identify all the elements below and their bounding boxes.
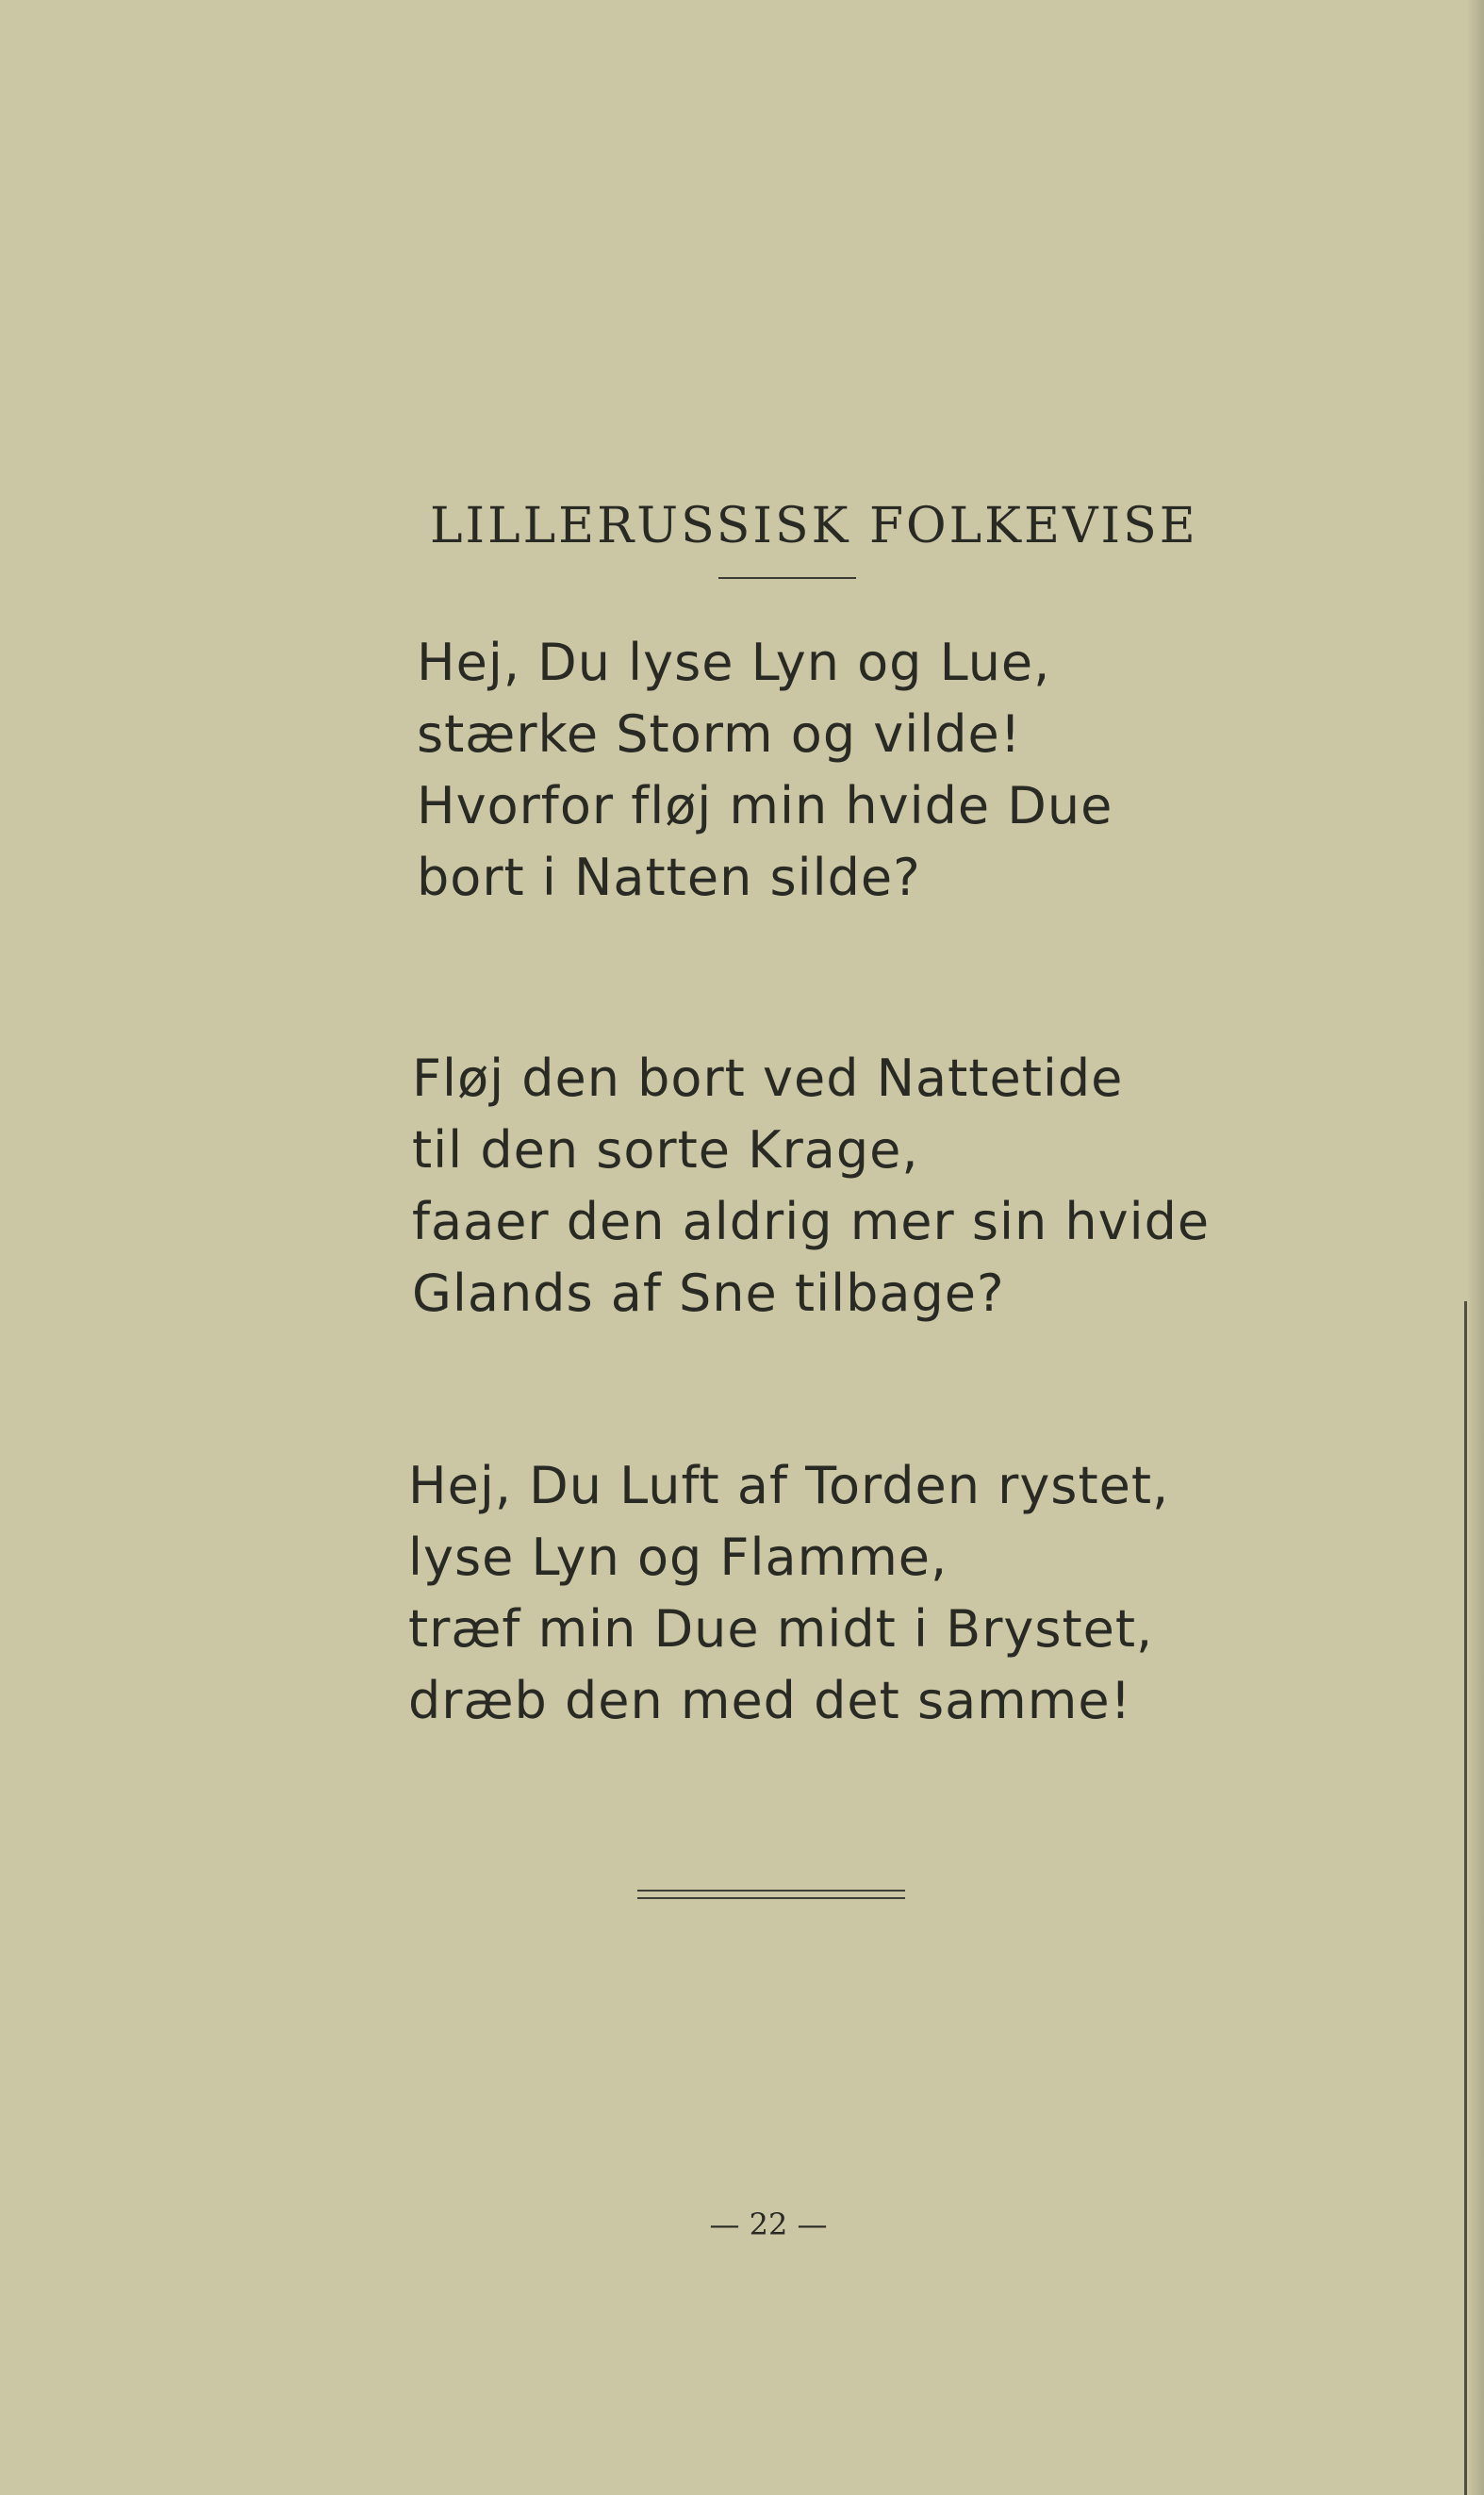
stanza-line: Hvorfor fløj min hvide Due [417, 776, 1113, 835]
stanza-line: dræb den med det samme! [408, 1671, 1132, 1730]
stanza-line: træf min Due midt i Brystet, [408, 1599, 1154, 1659]
title-divider [718, 577, 856, 579]
stanza-line: bort i Natten silde? [417, 848, 921, 907]
end-divider-top [637, 1890, 905, 1892]
stanza-1 [417, 627, 1113, 914]
stanza-line: Glands af Sne tilbage? [412, 1264, 1005, 1323]
end-divider-bottom [637, 1897, 905, 1899]
stanza-line: Fløj den bort ved Nattetide [412, 1049, 1124, 1108]
stanza-line: til den sorte Krage, [412, 1120, 919, 1180]
stanza-line: Hej, Du lyse Lyn og Lue, [417, 633, 1051, 692]
stanza-3 [408, 1450, 1169, 1737]
stanza-line: stærke Storm og vilde! [417, 704, 1022, 764]
stanza-line: faaer den aldrig mer sin hvide [412, 1192, 1211, 1251]
page-edge-shadow [1467, 0, 1484, 2495]
stanza-line: lyse Lyn og Flamme, [408, 1528, 948, 1587]
stanza-line: Hej, Du Luft af Torden rystet, [408, 1456, 1170, 1515]
page-edge-line [1464, 1301, 1467, 2495]
page-number: — 22 — [709, 2206, 828, 2242]
poem-title: LILLERUSSISK FOLKEVISE [430, 497, 1198, 554]
stanza-2 [412, 1043, 1210, 1330]
